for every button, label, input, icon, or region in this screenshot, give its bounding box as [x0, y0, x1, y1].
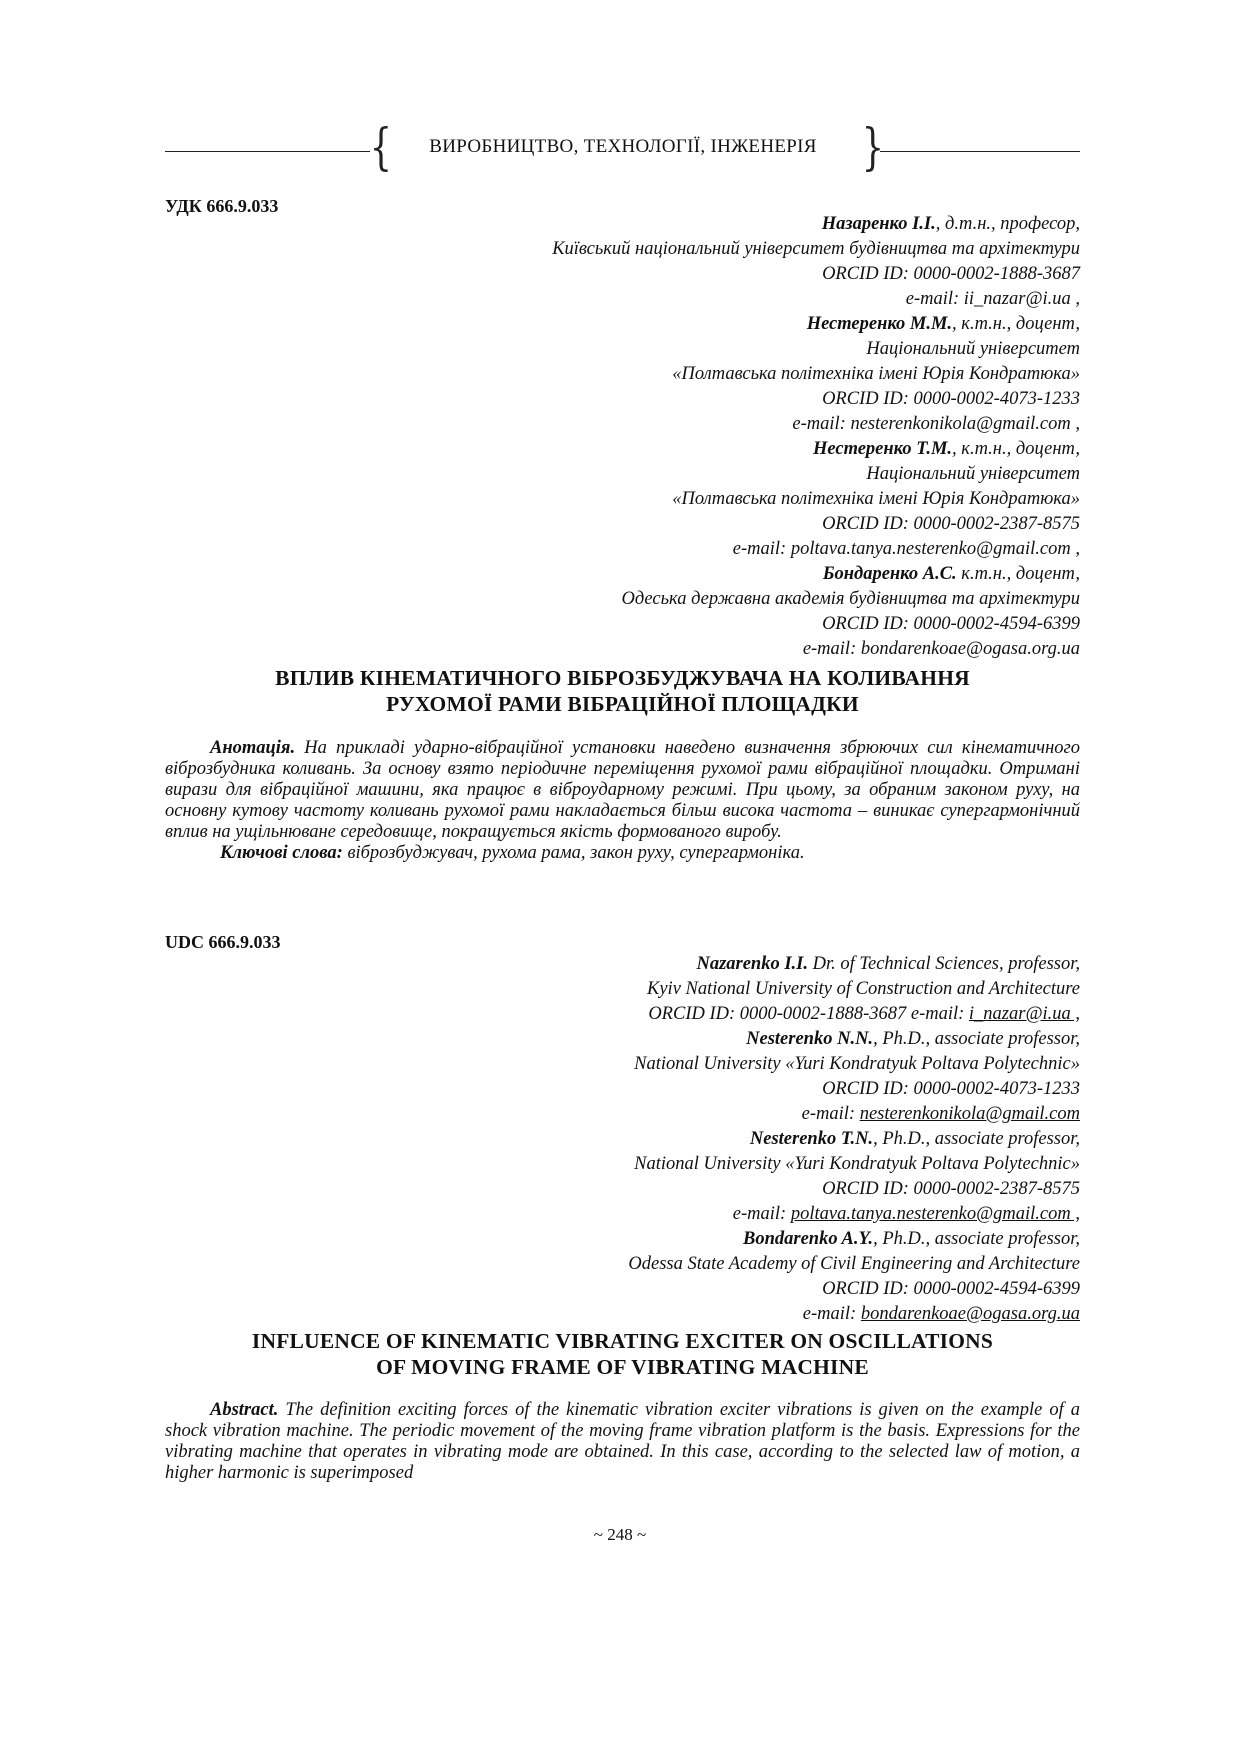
keywords-paragraph: Ключові слова: віброзбуджувач, рухома рама, закон руху, супергармоніка.: [220, 843, 805, 863]
author-email: e-mail: poltava.tanya.nesterenko@gmail.com ,: [732, 539, 1080, 559]
email-link[interactable]: i_nazar@i.ua ,: [968, 1004, 1080, 1024]
abstract-en: [165, 1400, 1080, 1484]
author-affiliation-line: Odessa State Academy of Civil Engineering and Architecture: [628, 1254, 1080, 1274]
author-name: Bondarenko A.Y.: [743, 1229, 874, 1249]
email-link[interactable]: nesterenkonikola@gmail.com: [859, 1104, 1080, 1124]
abstract-label: Анотація.: [210, 738, 296, 758]
authors-block-ua: [552, 212, 1080, 662]
title-line: ВПЛИВ КІНЕМАТИЧНОГО ВІБРОЗБУДЖУВАЧА НА КОЛИВАННЯ: [275, 666, 970, 690]
author-orcid-email: ORCID ID: 0000-0002-1888-3687 e-mail: i_nazar@i.ua ,: [648, 1004, 1080, 1024]
header-rule-right: [880, 151, 1080, 152]
left-brace-ornament: {: [369, 118, 393, 176]
abstract-paragraph: Abstract. The definition exciting forces of the kinematic vibration exciter vibrations is given on the example of a shock vibration machine. The periodic movement of the moving frame vibration platform is the basis. Expressions for the vibrating machine that operates in vibrating mode are obtained. In this case, according to the selected law of motion, a higher harmonic is superimposed: [165, 1400, 1080, 1483]
email-link[interactable]: poltava.tanya.nesterenko@gmail.com ,: [790, 1204, 1080, 1224]
author-affiliation-line: Назаренко І.І., д.т.н., професор,: [821, 214, 1080, 234]
author-affiliation-line: Бондаренко А.С. к.т.н., доцент,: [822, 564, 1080, 584]
author-affiliation-line: Національний університет: [866, 464, 1080, 484]
author-affiliation-line: Нестеренко Т.М., к.т.н., доцент,: [813, 439, 1080, 459]
author-email: e-mail: nesterenkonikola@gmail.com ,: [792, 414, 1080, 434]
author-name: Бондаренко А.С.: [822, 564, 957, 584]
author-orcid: ORCID ID: 0000-0002-2387-8575: [822, 1179, 1080, 1199]
title-line: РУХОМОЇ РАМИ ВІБРАЦІЙНОЇ ПЛОЩАДКИ: [386, 692, 859, 716]
author-affiliation-line: National University «Yuri Kondratyuk Poltava Polytechnic»: [634, 1154, 1080, 1174]
author-email: e-mail: nesterenkonikola@gmail.com: [801, 1104, 1080, 1124]
author-orcid: ORCID ID: 0000-0002-4594-6399: [822, 1279, 1080, 1299]
journal-section-title: ВИРОБНИЦТВО, ТЕХНОЛОГІЇ, ІНЖЕНЕРІЯ: [429, 136, 817, 157]
right-brace-ornament: }: [861, 118, 885, 176]
author-affiliation-line: Kyiv National University of Construction and Architecture: [647, 979, 1080, 999]
author-email: e-mail: poltava.tanya.nesterenko@gmail.com ,: [732, 1204, 1080, 1224]
authors-block-en: [628, 952, 1080, 1327]
title-line: OF MOVING FRAME OF VIBRATING MACHINE: [376, 1355, 869, 1379]
page-number: ~ 248 ~: [593, 1525, 647, 1544]
abstract-label: Abstract.: [210, 1400, 279, 1420]
abstract-ua: [165, 738, 1080, 864]
keywords-label: Ключові слова:: [220, 843, 343, 863]
header-rule-left: [165, 151, 370, 152]
author-name: Nesterenko N.N.: [746, 1029, 874, 1049]
author-affiliation-line: Нестеренко М.М., к.т.н., доцент,: [806, 314, 1080, 334]
author-email: e-mail: bondarenkoae@ogasa.org.ua: [802, 639, 1080, 659]
paper-title-ua: [165, 665, 1080, 717]
author-name: Nesterenko T.N.: [749, 1129, 874, 1149]
author-affiliation-line: Nazarenko I.I. Dr. of Technical Sciences, professor,: [696, 954, 1080, 974]
udk-code: УДК 666.9.033: [165, 196, 279, 216]
author-email: e-mail: ii_nazar@i.ua ,: [905, 289, 1080, 309]
author-name: Нестеренко М.М.: [806, 314, 953, 334]
running-header: [165, 118, 1080, 180]
title-line: INFLUENCE OF KINEMATIC VIBRATING EXCITER ON OSCILLATIONS: [251, 1329, 994, 1353]
paper-title-en: [165, 1328, 1080, 1380]
author-orcid: ORCID ID: 0000-0002-1888-3687: [822, 264, 1080, 284]
author-email: e-mail: bondarenkoae@ogasa.org.ua: [802, 1304, 1080, 1324]
author-affiliation-line: Одеська державна академія будівництва та архітектури: [621, 589, 1080, 609]
author-affiliation-line: National University «Yuri Kondratyuk Poltava Polytechnic»: [634, 1054, 1080, 1074]
author-name: Назаренко І.І.: [821, 214, 936, 234]
author-orcid: ORCID ID: 0000-0002-4073-1233: [822, 389, 1080, 409]
author-name: Nazarenko I.I.: [696, 954, 808, 974]
author-affiliation-line: «Полтавська політехніка імені Юрія Кондратюка»: [672, 489, 1080, 509]
author-orcid: ORCID ID: 0000-0002-4594-6399: [822, 614, 1080, 634]
author-affiliation-line: Bondarenko A.Y., Ph.D., associate professor,: [743, 1229, 1080, 1249]
author-affiliation-line: Київський національний університет будівництва та архітектури: [552, 239, 1080, 259]
author-orcid: ORCID ID: 0000-0002-4073-1233: [822, 1079, 1080, 1099]
email-link[interactable]: bondarenkoae@ogasa.org.ua: [860, 1304, 1080, 1324]
author-affiliation-line: Nesterenko N.N., Ph.D., associate professor,: [746, 1029, 1080, 1049]
author-affiliation-line: Nesterenko T.N., Ph.D., associate professor,: [749, 1129, 1080, 1149]
author-name: Нестеренко Т.М.: [813, 439, 953, 459]
author-orcid: ORCID ID: 0000-0002-2387-8575: [822, 514, 1080, 534]
author-affiliation-line: «Полтавська політехніка імені Юрія Кондратюка»: [672, 364, 1080, 384]
abstract-paragraph: Анотація. На прикладі ударно-вібраційної установки наведено визначення збрюючих сил кінематичного віброзбудника коливань. За основу взято періодичне переміщення рухомої рами вібраційної площадки. Отримані вирази для вібраційної машини, яка працює в віброударному режимі. При цьому, за обраним законом руху, на основну кутову частоту коливань рухомої рами накладається більш висока частота – виникає супергармонічний вплив на ущільнюване середовище, покращується якість формованого виробу.: [165, 738, 1081, 842]
author-affiliation-line: Національний університет: [866, 339, 1080, 359]
udc-code: UDC 666.9.033: [165, 932, 281, 952]
